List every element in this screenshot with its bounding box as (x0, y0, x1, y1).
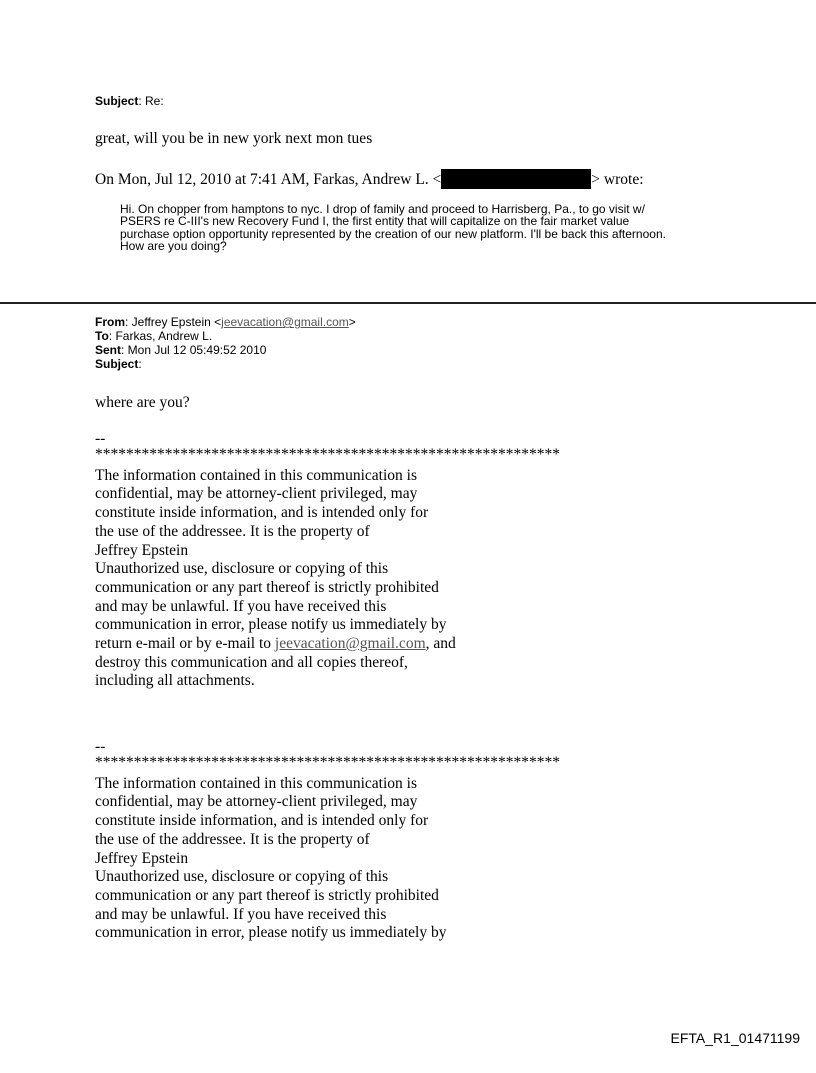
from-end: > (348, 315, 356, 329)
subject-label: Subject (95, 357, 139, 371)
disclaimer-line: communication or any part thereof is strictly prohibited (95, 886, 439, 904)
reply-body: great, will you be in new york next mon tues (95, 130, 373, 147)
quote-intro-text: On Mon, Jul 12, 2010 at 7:41 AM, Farkas, Andrew L. < (95, 171, 442, 188)
quoted-message (120, 203, 720, 252)
original-header (95, 315, 356, 371)
disclaimer-line: confidential, may be attorney-client privileged, may (95, 793, 418, 811)
sent-value: : Mon Jul 12 05:49:52 2010 (121, 343, 267, 357)
document-id: EFTA_R1_01471199 (670, 1030, 800, 1046)
disclaimer-line: destroy this communication and all copies thereof, (95, 653, 408, 671)
disclaimer-1 (95, 430, 560, 691)
disclaimer-line: Unauthorized use, disclosure or copying of this (95, 560, 389, 578)
subject-value: : Re: (138, 94, 164, 108)
from-label: From (95, 315, 125, 329)
disclaimer-line: the use of the addressee. It is the property of (95, 522, 370, 540)
disclaimer-line: the use of the addressee. It is the property of (95, 830, 370, 848)
original-body: where are you? (95, 394, 190, 411)
return-text: return e-mail or by e-mail to (95, 635, 275, 653)
disclaimer-line: communication in error, please notify us immediately by (95, 616, 447, 634)
sent-row (95, 343, 356, 357)
reply-subject (95, 94, 164, 108)
disclaimer-line: and may be unlawful. If you have received this (95, 597, 387, 615)
disclaimer-line (95, 635, 560, 654)
quoted-line: purchase option opportunity represented by the creation of our new platform. I'll be back this afternoon. (120, 226, 666, 241)
disclaimer-line: including all attachments. (95, 672, 255, 690)
quote-intro (95, 169, 644, 189)
quoted-line: Hi. On chopper from hamptons to nyc. I drop of family and proceed to Harrisberg, Pa., to go visit w/ (120, 202, 645, 216)
subject-row (95, 357, 356, 371)
from-email-link[interactable]: jeevacation@gmail.com (221, 315, 349, 329)
sent-label: Sent (95, 343, 122, 357)
disclaimer-line: confidential, may be attorney-client privileged, may (95, 485, 418, 503)
disclaimer-line: and may be unlawful. If you have received this (95, 905, 387, 923)
disclaimer-line: The information contained in this communication is (95, 774, 417, 792)
divider (0, 302, 816, 304)
disclaimer-line: The information contained in this communication is (95, 466, 417, 484)
quote-intro-end: > wrote: (591, 171, 644, 188)
disclaimer-line: Unauthorized use, disclosure or copying of this (95, 868, 389, 886)
disclaimer-line: constitute inside information, and is intended only for (95, 812, 429, 830)
redaction-block (441, 169, 591, 189)
from-row (95, 315, 356, 329)
from-name: : Jeffrey Epstein < (125, 315, 222, 329)
disclaimer-line: communication or any part thereof is strictly prohibited (95, 578, 439, 596)
to-label: To (95, 329, 109, 343)
disclaimer-2 (95, 738, 560, 943)
disclaimer-line: communication in error, please notify us immediately by (95, 924, 447, 942)
sig-dashes: -- (95, 738, 106, 755)
return-end: , and (425, 635, 456, 653)
quoted-line: PSERS re C-III's new Recovery Fund I, the first entity that will capitalize on the fair market value (120, 214, 630, 229)
disclaimer-line: constitute inside information, and is intended only for (95, 504, 429, 522)
subject-label: Subject (95, 94, 139, 108)
sig-stars: ************************************************************ (95, 445, 560, 463)
quoted-line: How are you doing? (120, 238, 227, 253)
disclaimer-email-link[interactable]: jeevacation@gmail.com (274, 635, 426, 653)
disclaimer-line: Jeffrey Epstein (95, 541, 189, 559)
sig-dashes: -- (95, 430, 106, 447)
sig-stars: ************************************************************ (95, 753, 560, 771)
to-value: : Farkas, Andrew L. (108, 329, 213, 343)
disclaimer-line: Jeffrey Epstein (95, 849, 189, 867)
to-row (95, 329, 356, 343)
subject-value: : (138, 357, 142, 371)
